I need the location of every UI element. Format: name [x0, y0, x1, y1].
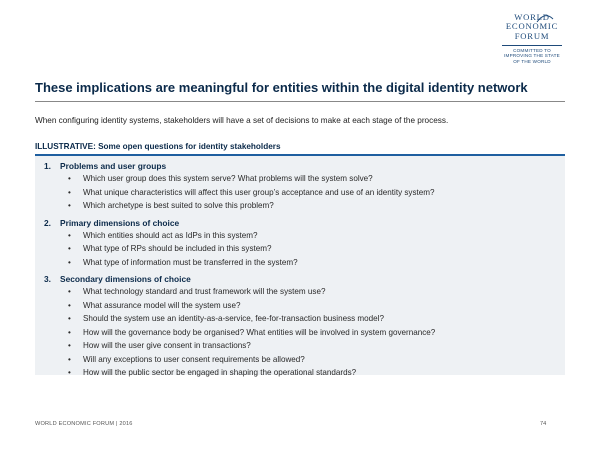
- logo-tagline: [496, 48, 568, 64]
- intro-text: When configuring identity systems, stakeholders will have a set of decisions to make at each stage of the process.: [35, 116, 449, 125]
- question-text: How will the governance body be organised? What entities will be involved in system governance?: [83, 327, 436, 337]
- question-item: [44, 312, 559, 326]
- section-number: 2.: [44, 217, 51, 228]
- logo-divider: [502, 45, 562, 46]
- question-item: [44, 299, 559, 313]
- question-list: [44, 172, 559, 217]
- page-number: 74: [540, 421, 547, 427]
- bullet-icon: •: [68, 314, 71, 323]
- section-heading-text: Primary dimensions of choice: [60, 217, 180, 228]
- question-item: [44, 229, 559, 243]
- bullet-icon: •: [68, 201, 71, 210]
- question-item: [44, 172, 559, 186]
- question-text: What type of RPs should be included in this system?: [83, 244, 272, 253]
- section-number: 1.: [44, 161, 51, 171]
- question-item: [44, 353, 559, 367]
- bullet-icon: •: [68, 287, 71, 296]
- bullet-icon: •: [68, 300, 71, 310]
- title-divider: [35, 101, 565, 102]
- question-item: [44, 242, 559, 256]
- question-item: [44, 366, 559, 380]
- logo-tagline-line: COMMITTED TO: [513, 48, 551, 54]
- section-heading-text: Secondary dimensions of choice: [60, 274, 191, 284]
- footer-source: WORLD ECONOMIC FORUM | 2016: [35, 421, 133, 427]
- question-text: Should the system use an identity-as-a-service, fee-for-transaction business model?: [83, 314, 384, 323]
- bullet-icon: •: [68, 354, 71, 364]
- question-text: How will the user give consent in transactions?: [83, 341, 251, 350]
- question-item: [44, 339, 559, 353]
- question-text: What assurance model will the system use?: [83, 300, 241, 310]
- question-item: [44, 186, 559, 200]
- question-text: What technology standard and trust framework will the system use?: [83, 287, 326, 296]
- question-sections: [44, 160, 559, 384]
- bullet-icon: •: [68, 244, 71, 253]
- question-item: [44, 326, 559, 340]
- page-title: These implications are meaningful for entities within the digital identity network: [35, 80, 528, 95]
- bullet-icon: •: [68, 257, 71, 267]
- question-item: [44, 256, 559, 270]
- bullet-icon: •: [68, 341, 71, 350]
- question-text: Which user group does this system serve? What problems will the system solve?: [83, 174, 373, 183]
- logo-tagline-line: IMPROVING THE STATE: [504, 53, 560, 59]
- question-text: Which entities should act as IdPs in this system?: [83, 230, 258, 240]
- question-section: [44, 273, 559, 384]
- section-number: 3.: [44, 274, 51, 284]
- question-list: [44, 285, 559, 384]
- logo-tagline-line: OF THE WORLD: [513, 58, 551, 64]
- question-section: [44, 217, 559, 274]
- section-heading: [44, 217, 559, 229]
- question-text: Will any exceptions to user consent requirements be allowed?: [83, 354, 305, 364]
- section-heading: [44, 160, 559, 172]
- bullet-icon: •: [68, 368, 71, 377]
- question-item: [44, 199, 559, 213]
- bullet-icon: •: [68, 327, 71, 337]
- question-text: How will the public sector be engaged in shaping the operational standards?: [83, 368, 357, 377]
- question-text: Which archetype is best suited to solve this problem?: [83, 201, 274, 210]
- bullet-icon: •: [68, 187, 71, 197]
- question-section: [44, 160, 559, 217]
- logo-wordmark: [496, 13, 568, 41]
- logo-line: FORUM: [514, 30, 550, 41]
- question-item: [44, 285, 559, 299]
- section-heading: [44, 273, 559, 285]
- logo-arc-icon: [536, 13, 554, 23]
- bullet-icon: •: [68, 174, 71, 183]
- logo-line: WORLD: [514, 12, 550, 22]
- section-heading-text: Problems and user groups: [60, 161, 167, 171]
- question-text: What type of information must be transferred in the system?: [83, 257, 298, 267]
- illustrative-label: ILLUSTRATIVE: Some open questions for identity stakeholders: [35, 142, 281, 151]
- bullet-icon: •: [68, 230, 71, 240]
- question-list: [44, 229, 559, 274]
- logo-line: ECONOMIC: [505, 21, 559, 32]
- question-text: What unique characteristics will affect this user group’s acceptance and use of an identity system?: [83, 187, 435, 197]
